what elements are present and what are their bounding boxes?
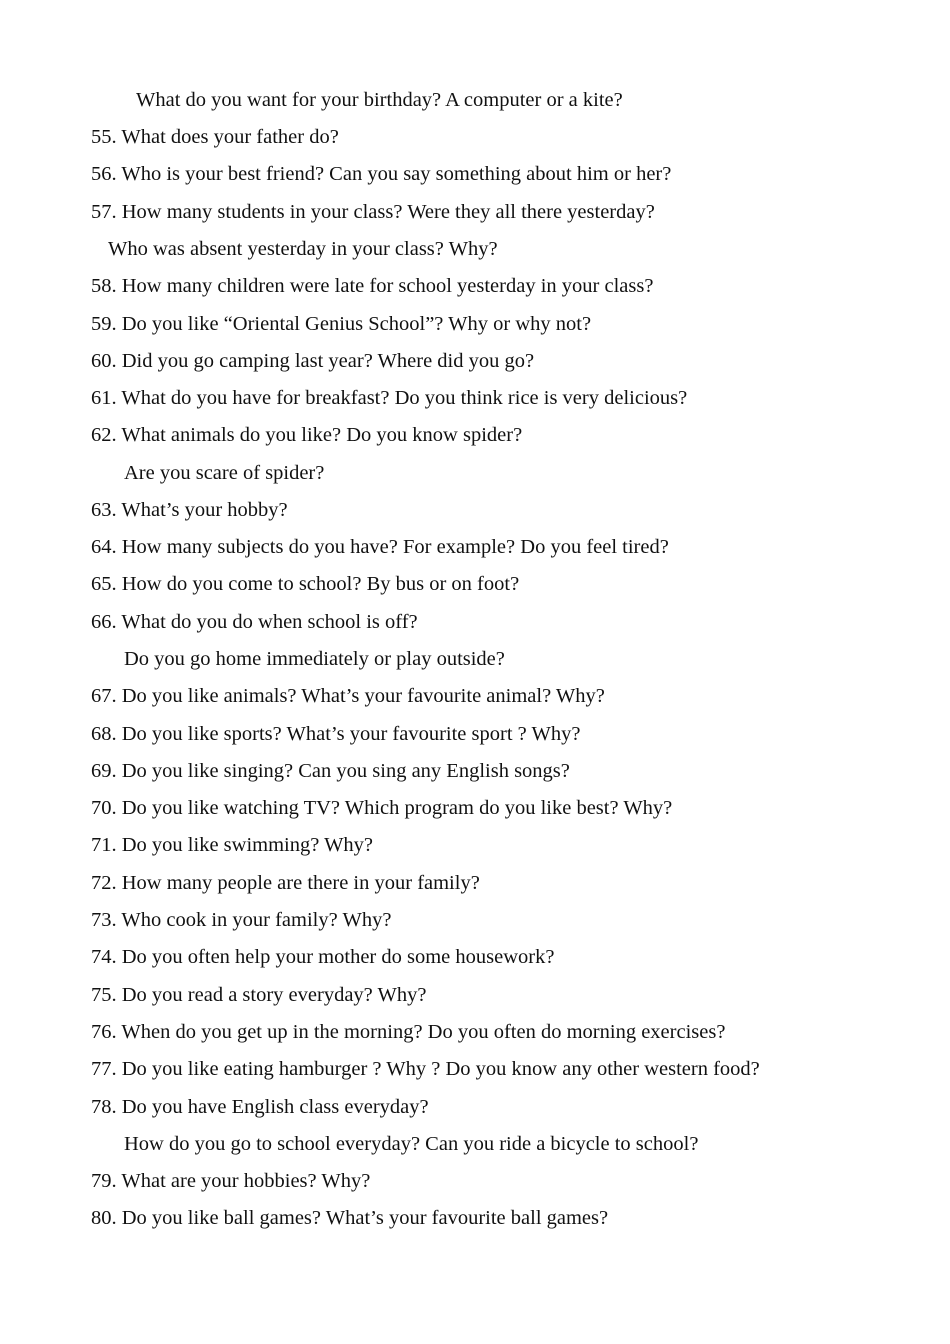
question-56: 56. Who is your best friend? Can you say something about him or her? <box>91 163 672 185</box>
question-79: 79. What are your hobbies? Why? <box>91 1170 371 1192</box>
question-69: 69. Do you like singing? Can you sing any English songs? <box>91 760 570 782</box>
question-60: 60. Did you go camping last year? Where did you go? <box>91 350 535 372</box>
question-68: 68. Do you like sports? What’s your favourite sport ? Why? <box>91 723 581 745</box>
question-73: 73. Who cook in your family? Why? <box>91 909 392 931</box>
question-71: 71. Do you like swimming? Why? <box>91 834 374 856</box>
question-66-continuation: Do you go home immediately or play outside? <box>124 648 505 670</box>
question-64: 64. How many subjects do you have? For example? Do you feel tired? <box>91 536 669 558</box>
question-75: 75. Do you read a story everyday? Why? <box>91 984 427 1006</box>
question-54-continuation: What do you want for your birthday? A computer or a kite? <box>136 89 623 111</box>
question-76: 76. When do you get up in the morning? Do you often do morning exercises? <box>91 1021 726 1043</box>
question-62-continuation: Are you scare of spider? <box>124 462 325 484</box>
question-65: 65. How do you come to school? By bus or on foot? <box>91 573 520 595</box>
question-67: 67. Do you like animals? What’s your favourite animal? Why? <box>91 685 605 707</box>
question-80: 80. Do you like ball games? What’s your favourite ball games? <box>91 1207 609 1229</box>
question-70: 70. Do you like watching TV? Which program do you like best? Why? <box>91 797 673 819</box>
question-59: 59. Do you like “Oriental Genius School”? Why or why not? <box>91 313 592 335</box>
question-63: 63. What’s your hobby? <box>91 499 288 521</box>
question-78: 78. Do you have English class everyday? <box>91 1096 429 1118</box>
question-58: 58. How many children were late for school yesterday in your class? <box>91 275 654 297</box>
question-78-continuation: How do you go to school everyday? Can you ride a bicycle to school? <box>124 1133 699 1155</box>
question-61: 61. What do you have for breakfast? Do you think rice is very delicious? <box>91 387 688 409</box>
question-66: 66. What do you do when school is off? <box>91 611 418 633</box>
question-72: 72. How many people are there in your family? <box>91 872 480 894</box>
question-77: 77. Do you like eating hamburger ? Why ? Do you know any other western food? <box>91 1058 760 1080</box>
question-57-continuation: Who was absent yesterday in your class? Why? <box>108 238 498 260</box>
question-62: 62. What animals do you like? Do you know spider? <box>91 424 523 446</box>
question-57: 57. How many students in your class? Were they all there yesterday? <box>91 201 655 223</box>
question-55: 55. What does your father do? <box>91 126 339 148</box>
question-74: 74. Do you often help your mother do some housework? <box>91 946 555 968</box>
